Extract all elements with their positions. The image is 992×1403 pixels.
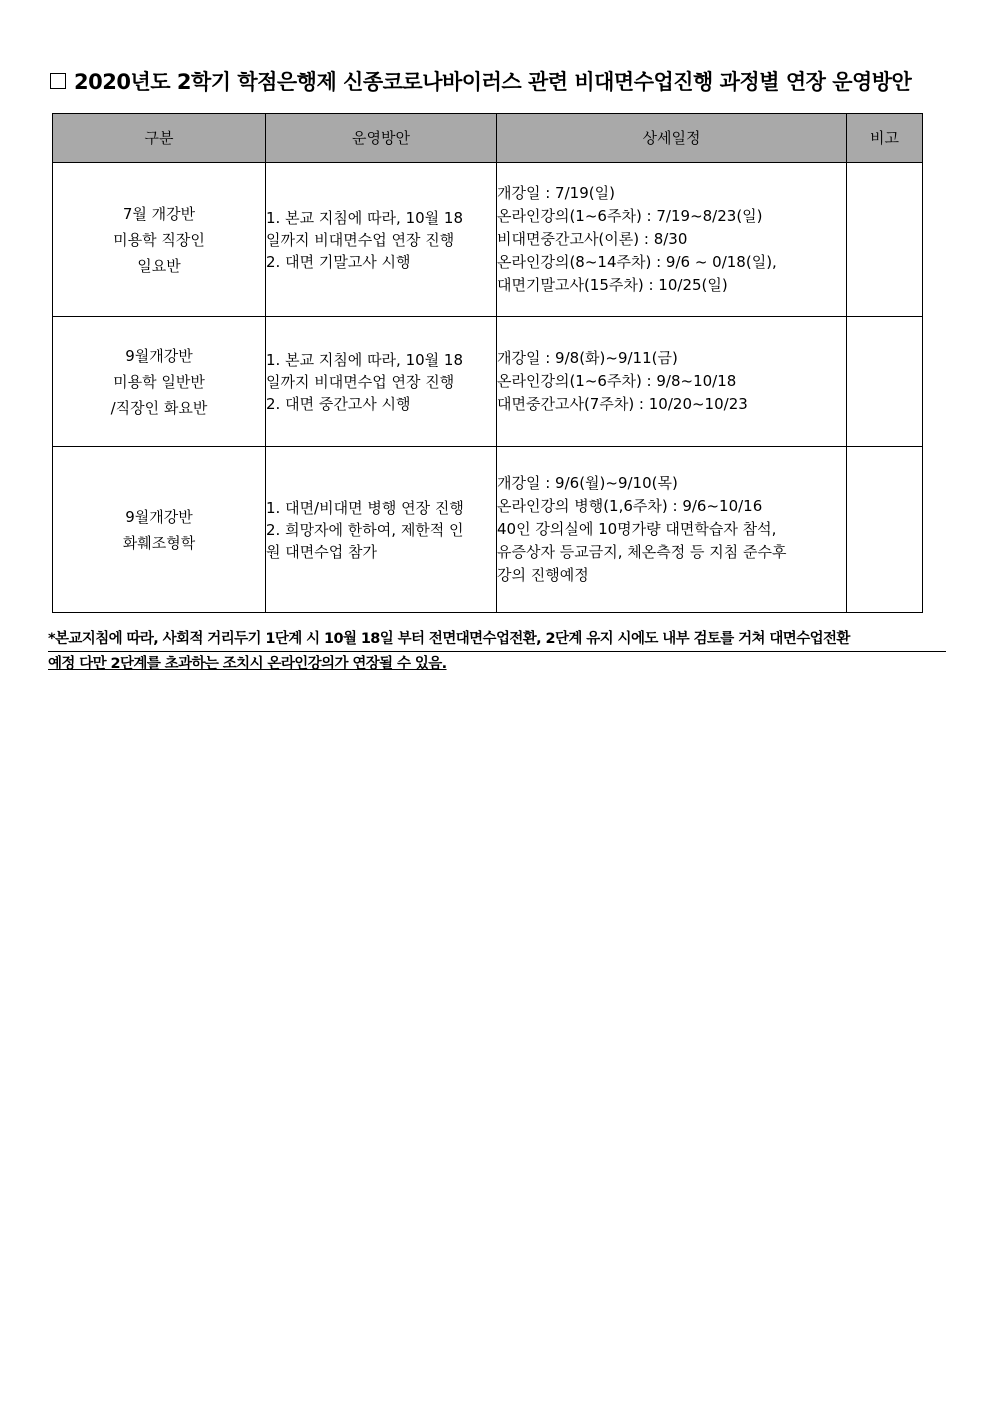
footnote-line: 예정 다만 2단계를 초과하는 조치시 온라인강의가 연장될 수 있음. — [48, 656, 447, 672]
plan-cell — [266, 317, 497, 447]
category-cell — [53, 317, 266, 447]
plan-line: 1. 대면/비대면 병행 연장 진행 — [266, 498, 464, 517]
schedule-line: 개강일 : 9/8(화)~9/11(금) — [497, 349, 678, 367]
header-plan: 운영방안 — [266, 114, 497, 163]
header-schedule: 상세일정 — [497, 114, 847, 163]
note-cell — [847, 163, 923, 317]
category-line: /직장인 화요반 — [110, 398, 208, 417]
footnote-line: *본교지침에 따라, 사회적 거리두기 1단계 시 10월 18일 부터 전면대면수업전환, 2단계 유지 시에도 내부 검토를 거쳐 대면수업전환 — [48, 627, 946, 652]
operation-plan-table — [52, 113, 923, 613]
category-line: 일요반 — [137, 256, 181, 275]
plan-line: 1. 본교 지침에 따라, 10월 18 — [266, 208, 464, 227]
schedule-line: 온라인강의 병행(1,6주차) : 9/6~10/16 — [497, 497, 763, 515]
schedule-cell — [497, 317, 847, 447]
category-cell — [53, 163, 266, 317]
schedule-line: 온라인강의(8~14주차) : 9/6 ~ 0/18(일), — [497, 253, 777, 271]
category-line: 9월개강반 — [125, 507, 193, 526]
plan-line: 일까지 비대면수업 연장 진행 — [266, 372, 455, 391]
plan-line: 2. 대면 기말고사 시행 — [266, 252, 411, 271]
plan-line: 2. 희망자에 한하여, 제한적 인 — [266, 520, 464, 539]
category-line: 화훼조형학 — [122, 533, 196, 552]
plan-line: 2. 대면 중간고사 시행 — [266, 394, 411, 413]
schedule-line: 강의 진행예정 — [497, 566, 589, 584]
header-category: 구분 — [53, 114, 266, 163]
plan-line: 원 대면수업 참가 — [266, 542, 377, 561]
title-text: 2020년도 2학기 학점은행제 신종코로나바이러스 관련 비대면수업진행 과정별 연장 운영방안 — [74, 70, 912, 94]
category-line: 9월개강반 — [125, 346, 193, 365]
plan-line: 일까지 비대면수업 연장 진행 — [266, 230, 455, 249]
header-note: 비고 — [847, 114, 923, 163]
table-row — [53, 163, 923, 317]
category-line: 미용학 일반반 — [113, 372, 205, 391]
document-title — [50, 66, 950, 96]
schedule-line: 온라인강의(1~6주차) : 7/19~8/23(일) — [497, 207, 763, 225]
schedule-line: 온라인강의(1~6주차) : 9/8~10/18 — [497, 372, 737, 390]
schedule-line: 40인 강의실에 10명가량 대면학습자 참석, — [497, 520, 777, 538]
schedule-line: 개강일 : 9/6(월)~9/10(목) — [497, 474, 678, 492]
schedule-line: 대면기말고사(15주차) : 10/25(일) — [497, 276, 728, 294]
schedule-line: 비대면중간고사(이론) : 8/30 — [497, 230, 688, 248]
schedule-line: 유증상자 등교금지, 체온측정 등 지침 준수후 — [497, 543, 787, 561]
table-row — [53, 317, 923, 447]
category-cell — [53, 447, 266, 613]
plan-cell — [266, 163, 497, 317]
schedule-line: 대면중간고사(7주차) : 10/20~10/23 — [497, 395, 748, 413]
footnote — [48, 627, 946, 676]
category-line: 7월 개강반 — [122, 204, 196, 223]
schedule-line: 개강일 : 7/19(일) — [497, 184, 615, 202]
checkbox-icon — [50, 73, 66, 89]
table-row — [53, 447, 923, 613]
note-cell — [847, 447, 923, 613]
plan-cell — [266, 447, 497, 613]
table-header-row — [53, 114, 923, 163]
note-cell — [847, 317, 923, 447]
plan-line: 1. 본교 지침에 따라, 10월 18 — [266, 350, 464, 369]
category-line: 미용학 직장인 — [113, 230, 205, 249]
schedule-cell — [497, 447, 847, 613]
schedule-cell — [497, 163, 847, 317]
